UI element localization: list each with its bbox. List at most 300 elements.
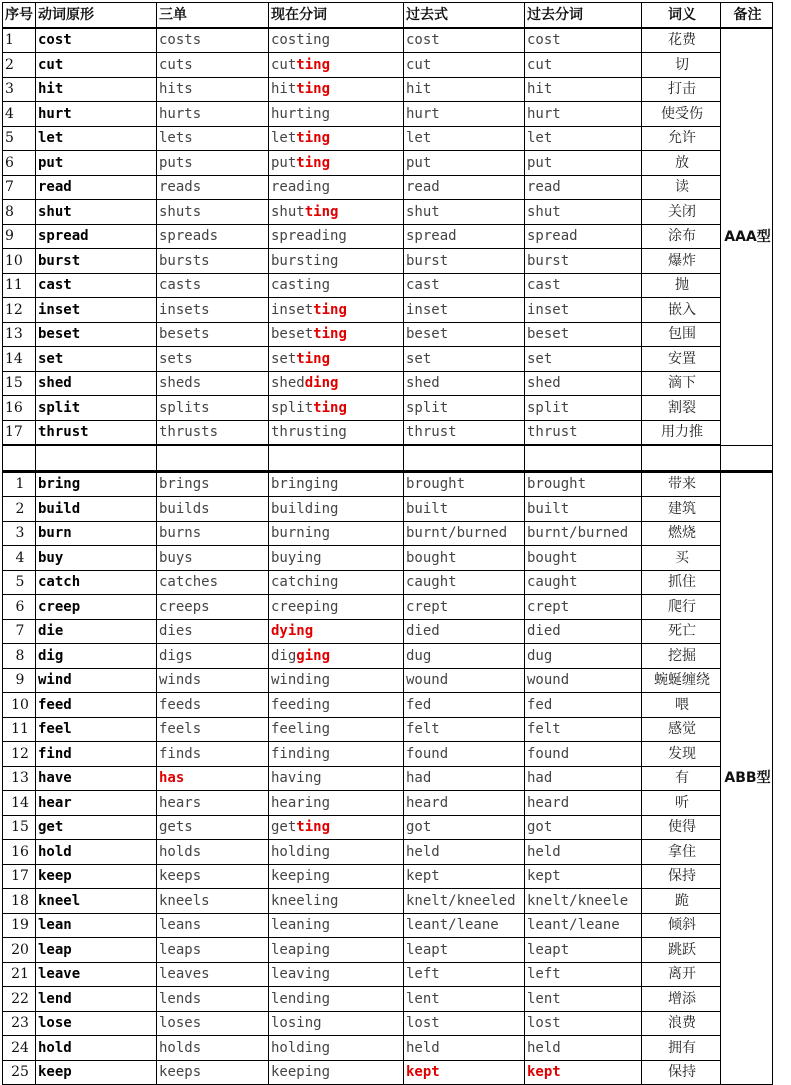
verb-present-participle: leaning bbox=[269, 913, 404, 938]
row-number: 12 bbox=[3, 742, 36, 767]
row-number: 15 bbox=[3, 815, 36, 840]
table-row bbox=[3, 864, 773, 889]
verb-past-participle: held bbox=[525, 1036, 642, 1061]
table-row bbox=[3, 471, 773, 497]
ing-suffix: ging bbox=[296, 647, 331, 664]
verb-past: got bbox=[404, 815, 525, 840]
row-number: 8 bbox=[3, 644, 36, 669]
verb-past-participle: put bbox=[525, 151, 642, 176]
verb-third-person: feeds bbox=[157, 693, 269, 718]
verb-past-participle: kept bbox=[525, 1060, 642, 1085]
verb-meaning: 倾斜 bbox=[642, 913, 721, 938]
verb-present-participle: kneeling bbox=[269, 889, 404, 914]
verb-base: shed bbox=[36, 371, 157, 396]
verb-present-participle bbox=[269, 347, 404, 372]
verb-present-participle: catching bbox=[269, 570, 404, 595]
verb-meaning: 包围 bbox=[642, 322, 721, 347]
verb-past-participle: shed bbox=[525, 371, 642, 396]
table-row bbox=[3, 28, 773, 53]
verb-past-participle: kept bbox=[525, 864, 642, 889]
verb-meaning: 滴下 bbox=[642, 371, 721, 396]
verb-past-participle: bought bbox=[525, 546, 642, 571]
verb-past-participle: burnt/burned bbox=[525, 521, 642, 546]
verb-meaning: 蜿蜒缠绕 bbox=[642, 668, 721, 693]
verb-present-participle: keeping bbox=[269, 1060, 404, 1085]
verb-meaning: 抛 bbox=[642, 273, 721, 298]
verb-meaning: 燃烧 bbox=[642, 521, 721, 546]
verb-meaning: 听 bbox=[642, 791, 721, 816]
group1-note: AAA型 bbox=[721, 28, 773, 446]
table-row bbox=[3, 889, 773, 914]
table-row bbox=[3, 1036, 773, 1061]
verb-third-person: hurts bbox=[157, 102, 269, 127]
table-row bbox=[3, 200, 773, 225]
ing-stem: beset bbox=[271, 326, 314, 343]
verb-present-participle: leaving bbox=[269, 962, 404, 987]
table-row bbox=[3, 224, 773, 249]
verb-past-participle: found bbox=[525, 742, 642, 767]
verb-base: beset bbox=[36, 322, 157, 347]
verb-base: keep bbox=[36, 1060, 157, 1085]
verb-past-participle: heard bbox=[525, 791, 642, 816]
verb-past: thrust bbox=[404, 420, 525, 445]
ing-stem: shut bbox=[271, 203, 305, 220]
ing-stem: put bbox=[271, 154, 297, 171]
row-number: 1 bbox=[3, 471, 36, 497]
row-number: 19 bbox=[3, 913, 36, 938]
verb-past: left bbox=[404, 962, 525, 987]
row-number: 13 bbox=[3, 766, 36, 791]
verb-present-participle: spreading bbox=[269, 224, 404, 249]
verb-base: split bbox=[36, 396, 157, 421]
row-number: 14 bbox=[3, 791, 36, 816]
header-meaning: 词义 bbox=[642, 3, 721, 28]
verb-past-participle: cost bbox=[525, 28, 642, 53]
verb-past-participle: lent bbox=[525, 987, 642, 1012]
verb-base: inset bbox=[36, 298, 157, 323]
row-number: 9 bbox=[3, 668, 36, 693]
verb-past: built bbox=[404, 497, 525, 522]
verb-meaning: 有 bbox=[642, 766, 721, 791]
row-number: 7 bbox=[3, 619, 36, 644]
row-number: 9 bbox=[3, 224, 36, 249]
verb-meaning: 割裂 bbox=[642, 396, 721, 421]
table-row bbox=[3, 570, 773, 595]
table-row bbox=[3, 791, 773, 816]
verb-past: burnt/burned bbox=[404, 521, 525, 546]
verb-third-person: cuts bbox=[157, 53, 269, 78]
row-number: 12 bbox=[3, 298, 36, 323]
table-row bbox=[3, 396, 773, 421]
verb-meaning: 花费 bbox=[642, 28, 721, 53]
ing-stem: hit bbox=[271, 81, 297, 98]
row-number: 2 bbox=[3, 53, 36, 78]
verb-past-participle: wound bbox=[525, 668, 642, 693]
ing-suffix: ding bbox=[304, 375, 339, 392]
verb-third-person: has bbox=[157, 766, 269, 791]
verb-past-participle: cut bbox=[525, 53, 642, 78]
verb-present-participle: building bbox=[269, 497, 404, 522]
ing-stem: shed bbox=[271, 375, 305, 392]
row-number: 2 bbox=[3, 497, 36, 522]
verb-present-participle bbox=[269, 151, 404, 176]
verb-third-person: gets bbox=[157, 815, 269, 840]
verb-present-participle: feeding bbox=[269, 693, 404, 718]
verb-past: leant/leane bbox=[404, 913, 525, 938]
verb-present-participle bbox=[269, 644, 404, 669]
verb-third-person: bursts bbox=[157, 249, 269, 274]
verb-past: knelt/kneeled bbox=[404, 889, 525, 914]
verb-base: hit bbox=[36, 77, 157, 102]
verb-base: let bbox=[36, 126, 157, 151]
verb-base: hurt bbox=[36, 102, 157, 127]
verb-third-person: sheds bbox=[157, 371, 269, 396]
verb-meaning: 爆炸 bbox=[642, 249, 721, 274]
row-number: 16 bbox=[3, 840, 36, 865]
verb-third-person: besets bbox=[157, 322, 269, 347]
header-past: 过去式 bbox=[404, 3, 525, 28]
verb-meaning: 离开 bbox=[642, 962, 721, 987]
verb-meaning: 建筑 bbox=[642, 497, 721, 522]
verb-past-participle: set bbox=[525, 347, 642, 372]
verb-base: hear bbox=[36, 791, 157, 816]
verb-third-person: buys bbox=[157, 546, 269, 571]
verb-past-participle: inset bbox=[525, 298, 642, 323]
verb-third-person: spreads bbox=[157, 224, 269, 249]
verb-present-participle: leaping bbox=[269, 938, 404, 963]
verb-past-participle: hurt bbox=[525, 102, 642, 127]
verb-past: let bbox=[404, 126, 525, 151]
row-number: 16 bbox=[3, 396, 36, 421]
verb-base: leap bbox=[36, 938, 157, 963]
header-no: 序号 bbox=[3, 3, 36, 28]
verb-base: bring bbox=[36, 471, 157, 497]
verb-third-person: kneels bbox=[157, 889, 269, 914]
verb-past: heard bbox=[404, 791, 525, 816]
verb-past: lent bbox=[404, 987, 525, 1012]
ing-suffix: ting bbox=[304, 203, 339, 220]
table-row bbox=[3, 1011, 773, 1036]
verb-past-participle: brought bbox=[525, 471, 642, 497]
row-number: 10 bbox=[3, 249, 36, 274]
row-number: 20 bbox=[3, 938, 36, 963]
ing-stem: let bbox=[271, 130, 297, 147]
verb-base: wind bbox=[36, 668, 157, 693]
verb-past: read bbox=[404, 175, 525, 200]
row-number: 18 bbox=[3, 889, 36, 914]
row-number: 24 bbox=[3, 1036, 36, 1061]
ing-suffix: ting bbox=[313, 301, 347, 318]
verb-meaning: 保持 bbox=[642, 1060, 721, 1085]
verb-present-participle: costing bbox=[269, 28, 404, 53]
table-row bbox=[3, 962, 773, 987]
verb-base: spread bbox=[36, 224, 157, 249]
verb-past: held bbox=[404, 840, 525, 865]
verb-third-person: catches bbox=[157, 570, 269, 595]
verb-meaning: 带来 bbox=[642, 471, 721, 497]
verb-meaning: 增添 bbox=[642, 987, 721, 1012]
verb-third-person: hears bbox=[157, 791, 269, 816]
verb-base: thrust bbox=[36, 420, 157, 445]
separator-row bbox=[3, 445, 773, 471]
ing-suffix: ting bbox=[296, 130, 331, 147]
verb-past: leapt bbox=[404, 938, 525, 963]
table-row bbox=[3, 913, 773, 938]
verb-third-person: keeps bbox=[157, 1060, 269, 1085]
verb-past: dug bbox=[404, 644, 525, 669]
table-row bbox=[3, 151, 773, 176]
verb-third-person: leans bbox=[157, 913, 269, 938]
verb-past: cut bbox=[404, 53, 525, 78]
verb-present-participle bbox=[269, 815, 404, 840]
verb-past-participle: read bbox=[525, 175, 642, 200]
verb-meaning: 感觉 bbox=[642, 717, 721, 742]
verb-base: catch bbox=[36, 570, 157, 595]
verb-past: crept bbox=[404, 595, 525, 620]
table-row bbox=[3, 717, 773, 742]
verb-present-participle bbox=[269, 77, 404, 102]
table-row bbox=[3, 347, 773, 372]
verb-meaning: 打击 bbox=[642, 77, 721, 102]
verb-meaning: 喂 bbox=[642, 693, 721, 718]
verb-present-participle: burning bbox=[269, 521, 404, 546]
verb-present-participle bbox=[269, 200, 404, 225]
table-row bbox=[3, 249, 773, 274]
verb-third-person: leaves bbox=[157, 962, 269, 987]
verb-base: have bbox=[36, 766, 157, 791]
verb-present-participle: feeling bbox=[269, 717, 404, 742]
ing-suffix: ting bbox=[296, 56, 331, 73]
verb-third-person: finds bbox=[157, 742, 269, 767]
verb-past-participle: cast bbox=[525, 273, 642, 298]
verb-meaning: 爬行 bbox=[642, 595, 721, 620]
table-row bbox=[3, 668, 773, 693]
verb-base: burn bbox=[36, 521, 157, 546]
verb-present-participle: buying bbox=[269, 546, 404, 571]
verb-present-participle: casting bbox=[269, 273, 404, 298]
verb-past-participle: fed bbox=[525, 693, 642, 718]
verb-past-participle: hit bbox=[525, 77, 642, 102]
verb-third-person: puts bbox=[157, 151, 269, 176]
ing-stem: get bbox=[271, 819, 297, 836]
verb-base: feel bbox=[36, 717, 157, 742]
row-number: 3 bbox=[3, 521, 36, 546]
verb-base: cut bbox=[36, 53, 157, 78]
verb-meaning: 关闭 bbox=[642, 200, 721, 225]
verb-base: put bbox=[36, 151, 157, 176]
verb-base: lean bbox=[36, 913, 157, 938]
ing-stem: set bbox=[271, 350, 297, 367]
verb-past-participle: died bbox=[525, 619, 642, 644]
ing-suffix: ting bbox=[313, 399, 347, 416]
verb-past: cost bbox=[404, 28, 525, 53]
verb-base: die bbox=[36, 619, 157, 644]
table-row bbox=[3, 77, 773, 102]
verb-meaning: 挖掘 bbox=[642, 644, 721, 669]
verb-present-participle: keeping bbox=[269, 864, 404, 889]
table-row bbox=[3, 938, 773, 963]
verb-present-participle: winding bbox=[269, 668, 404, 693]
verb-meaning: 读 bbox=[642, 175, 721, 200]
verb-base: hold bbox=[36, 840, 157, 865]
table-row bbox=[3, 619, 773, 644]
verb-third-person: holds bbox=[157, 1036, 269, 1061]
verb-meaning: 死亡 bbox=[642, 619, 721, 644]
row-number: 17 bbox=[3, 420, 36, 445]
verb-past-participle: had bbox=[525, 766, 642, 791]
verb-past-participle: caught bbox=[525, 570, 642, 595]
verb-meaning: 使受伤 bbox=[642, 102, 721, 127]
empty-cell bbox=[404, 445, 525, 471]
verb-past: bought bbox=[404, 546, 525, 571]
verb-past-participle: let bbox=[525, 126, 642, 151]
verb-present-participle: holding bbox=[269, 840, 404, 865]
verb-base: burst bbox=[36, 249, 157, 274]
verb-third-person: holds bbox=[157, 840, 269, 865]
verb-past: held bbox=[404, 1036, 525, 1061]
verb-third-person: splits bbox=[157, 396, 269, 421]
verb-table bbox=[2, 2, 773, 1085]
verb-past-participle: shut bbox=[525, 200, 642, 225]
verb-past-participle: lost bbox=[525, 1011, 642, 1036]
table-row bbox=[3, 1060, 773, 1085]
empty-cell bbox=[721, 445, 773, 471]
verb-base: keep bbox=[36, 864, 157, 889]
verb-past: shut bbox=[404, 200, 525, 225]
verb-meaning: 涂布 bbox=[642, 224, 721, 249]
verb-meaning: 跳跃 bbox=[642, 938, 721, 963]
verb-meaning: 买 bbox=[642, 546, 721, 571]
verb-base: dig bbox=[36, 644, 157, 669]
verb-present-participle: creeping bbox=[269, 595, 404, 620]
verb-present-participle: finding bbox=[269, 742, 404, 767]
verb-third-person: insets bbox=[157, 298, 269, 323]
verb-past: set bbox=[404, 347, 525, 372]
verb-past: had bbox=[404, 766, 525, 791]
verb-base: shut bbox=[36, 200, 157, 225]
verb-present-participle bbox=[269, 53, 404, 78]
verb-third-person: lets bbox=[157, 126, 269, 151]
verb-present-participle: having bbox=[269, 766, 404, 791]
table-row bbox=[3, 766, 773, 791]
empty-cell bbox=[642, 445, 721, 471]
table-row bbox=[3, 987, 773, 1012]
row-number: 3 bbox=[3, 77, 36, 102]
verb-past: put bbox=[404, 151, 525, 176]
verb-present-participle: losing bbox=[269, 1011, 404, 1036]
verb-base: hold bbox=[36, 1036, 157, 1061]
row-number: 11 bbox=[3, 717, 36, 742]
verb-present-participle bbox=[269, 371, 404, 396]
verb-past-participle: leapt bbox=[525, 938, 642, 963]
ing-stem: inset bbox=[271, 301, 314, 318]
row-number: 13 bbox=[3, 322, 36, 347]
verb-third-person: costs bbox=[157, 28, 269, 53]
verb-past-participle: beset bbox=[525, 322, 642, 347]
verb-third-person: builds bbox=[157, 497, 269, 522]
verb-past: hurt bbox=[404, 102, 525, 127]
verb-third-person: loses bbox=[157, 1011, 269, 1036]
table-row bbox=[3, 371, 773, 396]
verb-present-participle: holding bbox=[269, 1036, 404, 1061]
verb-third-person: reads bbox=[157, 175, 269, 200]
row-number: 7 bbox=[3, 175, 36, 200]
verb-third-person: creeps bbox=[157, 595, 269, 620]
verb-past-participle: spread bbox=[525, 224, 642, 249]
verb-present-participle: lending bbox=[269, 987, 404, 1012]
table-row bbox=[3, 322, 773, 347]
verb-past-participle: knelt/kneele bbox=[525, 889, 642, 914]
table-row bbox=[3, 102, 773, 127]
verb-meaning: 跪 bbox=[642, 889, 721, 914]
ing-suffix: ting bbox=[296, 81, 331, 98]
row-number: 10 bbox=[3, 693, 36, 718]
verb-third-person: brings bbox=[157, 471, 269, 497]
header-base: 动词原形 bbox=[36, 3, 157, 28]
table-row bbox=[3, 420, 773, 445]
row-number: 6 bbox=[3, 151, 36, 176]
verb-present-participle bbox=[269, 298, 404, 323]
verb-present-participle bbox=[269, 322, 404, 347]
verb-meaning: 切 bbox=[642, 53, 721, 78]
row-number: 15 bbox=[3, 371, 36, 396]
verb-third-person: burns bbox=[157, 521, 269, 546]
verb-past: found bbox=[404, 742, 525, 767]
ing-suffix: ting bbox=[296, 819, 331, 836]
verb-present-participle bbox=[269, 619, 404, 644]
ing-stem: split bbox=[271, 399, 314, 416]
verb-base: creep bbox=[36, 595, 157, 620]
verb-base: buy bbox=[36, 546, 157, 571]
verb-meaning: 用力推 bbox=[642, 420, 721, 445]
verb-present-participle: reading bbox=[269, 175, 404, 200]
table-row bbox=[3, 126, 773, 151]
verb-third-person: winds bbox=[157, 668, 269, 693]
verb-third-person: keeps bbox=[157, 864, 269, 889]
verb-base: feed bbox=[36, 693, 157, 718]
verb-past: kept bbox=[404, 864, 525, 889]
ing-suffix: ting bbox=[313, 326, 347, 343]
verb-meaning: 安置 bbox=[642, 347, 721, 372]
verb-meaning: 浪费 bbox=[642, 1011, 721, 1036]
verb-base: cast bbox=[36, 273, 157, 298]
table-row bbox=[3, 546, 773, 571]
verb-third-person: thrusts bbox=[157, 420, 269, 445]
table-row bbox=[3, 175, 773, 200]
verb-past-participle: held bbox=[525, 840, 642, 865]
row-number: 4 bbox=[3, 102, 36, 127]
verb-past-participle: split bbox=[525, 396, 642, 421]
verb-third-person: shuts bbox=[157, 200, 269, 225]
verb-past: inset bbox=[404, 298, 525, 323]
verb-past-participle: got bbox=[525, 815, 642, 840]
table-row bbox=[3, 644, 773, 669]
verb-third-person: sets bbox=[157, 347, 269, 372]
verb-meaning: 拿住 bbox=[642, 840, 721, 865]
empty-cell bbox=[157, 445, 269, 471]
verb-present-participle: hearing bbox=[269, 791, 404, 816]
verb-present-participle bbox=[269, 396, 404, 421]
row-number: 1 bbox=[3, 28, 36, 53]
table-row bbox=[3, 693, 773, 718]
verb-present-participle: thrusting bbox=[269, 420, 404, 445]
verb-past: split bbox=[404, 396, 525, 421]
verb-meaning: 允许 bbox=[642, 126, 721, 151]
row-number: 6 bbox=[3, 595, 36, 620]
verb-past: caught bbox=[404, 570, 525, 595]
row-number: 11 bbox=[3, 273, 36, 298]
verb-past: shed bbox=[404, 371, 525, 396]
